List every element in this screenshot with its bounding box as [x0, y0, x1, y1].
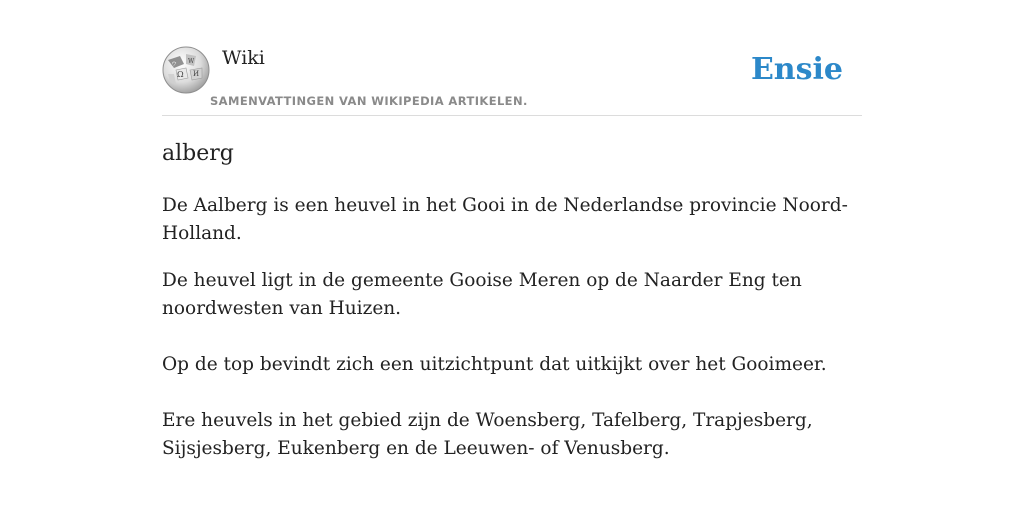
svg-text:W: W [188, 58, 195, 65]
svg-text:ウ: ウ [171, 61, 178, 68]
site-tagline: SAMENVATTINGEN VAN WIKIPEDIA ARTIKELEN. [210, 94, 528, 108]
article-title: alberg [162, 141, 234, 166]
article-body [162, 192, 862, 463]
brand-name[interactable]: Wiki [222, 47, 265, 69]
ensie-link[interactable]: Ensie [750, 52, 843, 87]
site-header [162, 0, 862, 116]
article-paragraph-1: De Aalberg is een heuvel in het Gooi in de Nederlandse provincie Noord-Holland. [162, 195, 848, 244]
svg-text:И: И [193, 70, 200, 78]
svg-text:Ω: Ω [177, 70, 184, 79]
wikipedia-globe-icon[interactable] [162, 46, 210, 94]
article-paragraph-4: Ere heuvels in het gebied zijn de Woensberg, Tafelberg, Trapjesberg, Sijsjesberg, Eukenberg en de Leeuwen- of Venusberg. [162, 410, 813, 459]
article-paragraph-3: Op de top bevindt zich een uitzichtpunt dat uitkijkt over het Gooimeer. [162, 354, 827, 375]
page [162, 0, 862, 512]
article-paragraph-2: De heuvel ligt in de gemeente Gooise Meren op de Naarder Eng ten noordwesten van Huizen. [162, 270, 802, 319]
